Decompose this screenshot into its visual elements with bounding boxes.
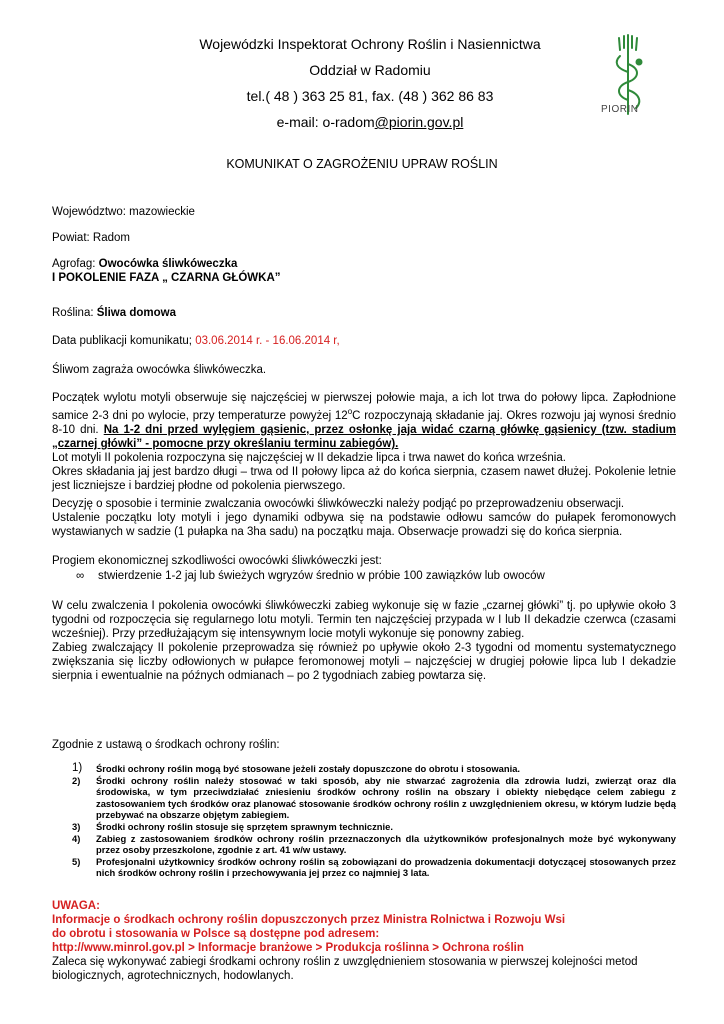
threshold-bullet — [76, 569, 676, 583]
degree-sup: o — [347, 407, 353, 416]
date-value: 03.06.2014 r. - 16.06.2014 r, — [195, 335, 340, 347]
p2-text-c: Lot motyli II pokolenia rozpoczyna się najczęściej w II dekadzie lipca i trwa nawet do końca września. — [52, 451, 566, 464]
county: Powiat: Radom — [52, 232, 130, 244]
paragraph-decision — [52, 497, 676, 539]
law-intro: Zgodnie z ustawą o środkach ochrony roślin: — [52, 739, 280, 751]
paragraph-first-generation: W celu zwalczenia I pokolenia owocówki śliwkóweczki zabieg wykonuje się w fazie „czarnej główki” tj. po upływie około 3 tygodni od rozpoczęcia się regularnego lotu motyli. Termin ten najczęściej przypada w I lub II dekadzie czerwca (czasami wcześniej). Przy przedłużającym się intensywnym locie motyli wykonuje się ponowny zabieg. — [52, 600, 676, 640]
pest-phase: I POKOLENIE FAZA „ CZARNA GŁÓWKA” — [52, 272, 281, 284]
paragraph-second-generation: Zabieg zwalczający II pokolenie przeprowadza się również po upływie około 2-3 tygodni od momentu systematycznego zwiększania się liczby odłowionych w pułapce feromonowej motyli – najczęściej w drugiej połowie lipca lub I dekadzie sierpnia i ewentualnie na późnych odmianach – po 2 tygodniach zabieg powtarza się. — [52, 642, 676, 682]
notice-line-1: Informacje o środkach ochrony roślin dopuszczonych przez Ministra Rolnictwa i Rozwoju Wsi — [52, 914, 566, 926]
header-email — [120, 114, 620, 130]
email-link[interactable]: @piorin.gov.pl — [374, 114, 464, 130]
recommendation-footer: Zaleca się wykonywać zabiegi środkami ochrony roślin z uwzględnieniem stosowania w pierwszej kolejności metod biologicznych, agrotechnicznych, hodowlanych. — [52, 956, 638, 982]
page-title: KOMUNIKAT O ZAGROŻENIU UPRAW ROŚLIN — [226, 157, 498, 171]
p2-text-b: C rozpoczynają składanie jaj. Okres rozwoju jaj wynosi średnio 8-10 dni. — [52, 409, 676, 436]
p2-text-a: Początek wylotu motyli obserwuje się najczęściej w pierwszej połowie maja, a ich lot trwa do połowy lipca. Zapłodnione samice 2-3 dni po wylocie, przy temperaturze powyżej 12 — [52, 392, 676, 422]
date-label: Data publikacji komunikatu; — [52, 335, 196, 347]
logo-label: PIORIN — [601, 104, 639, 115]
ministry-link[interactable]: http://www.minrol.gov.pl > Informacje branżowe > Produkcja roślinna > Ochrona roślin — [52, 942, 524, 954]
p2-text-d: Okres składania jaj jest bardzo długi – trwa od II połowy lipca aż do końca sierpnia, czasem nawet dłużej. Pokolenie letnie jest liczniejsze i bardziej płodne od pokolenia pierwszego. — [52, 465, 676, 492]
p2-highlight: Na 1-2 dni przed wylęgiem gąsienic, przez osłonkę jaja widać czarną główkę gąsienicy (tzw. stadium „czarnej główki” - pomocne przy określaniu terminu zabiegów). — [52, 423, 677, 450]
paragraph-development — [52, 391, 676, 493]
intro-sentence: Śliwom zagraża owocówka śliwkóweczka. — [52, 364, 267, 376]
header-branch: Oddział w Radomiu — [309, 62, 431, 78]
list-item: 1) Środki ochrony roślin mogą być stosowane jeżeli zostały dopuszczone do obrotu i stosowania. — [72, 762, 521, 774]
pest-line — [52, 257, 676, 285]
notice-heading: UWAGA: — [52, 900, 100, 912]
pest-value: Owocówka śliwkóweczka — [98, 258, 238, 270]
list-item: 2) Środki ochrony roślin należy stosować w taki sposób, aby nie stwarzać zagrożenia dla zdrowia ludzi, zwierząt oraz dla środowiska, w tym przeciwdziałać zniesieniu środków ochrony roślin na obszary i obiekty niebędące celem zabiegu z zastosowaniem tych środków oraz planować stosowanie środków ochrony roślin z uwzględnieniem okresu, w którym ludzie będą przebywać na obszarze objętym zabiegiem. — [72, 774, 676, 821]
list-item: 5) Profesjonalni użytkownicy środków ochrony roślin są zobowiązani do prowadzenia dokumentacji dotyczącej stosowanych przez nich środków ochrony roślin i przechowywania jej przez co najmniej 3 lata. — [72, 855, 676, 879]
p3-text-b: Ustalenie początku loty motyli i jego dynamiki odbywa się na podstawie odłowu samców do pułapek feromonowych wystawianych w sadzie (1 pułapka na 3ha sadu) na początku maja. Obserwacje prowadzi się do końca sierpnia. — [52, 512, 676, 538]
list-item: 4) Zabieg z zastosowaniem środków ochrony roślin przeznaczonych dla użytkowników profesjonalnych może być wykonywany przez osoby przeszkolone, zgodnie z art. 41 w/w ustawy. — [72, 832, 676, 856]
publication-date — [52, 334, 676, 348]
list-item: 3) Środki ochrony roślin stosuje się sprzętem sprawnym technicznie. — [72, 820, 393, 832]
plant-value: Śliwa domowa — [96, 307, 176, 319]
bullet-text: stwierdzenie 1-2 jaj lub świeżych wgryzów średnio w próbie 100 zawiązków lub owoców — [98, 570, 545, 582]
voivodeship: Województwo: mazowieckie — [52, 206, 195, 218]
header-phone: tel.( 48 ) 363 25 81, fax. (48 ) 362 86 83 — [246, 88, 494, 104]
email-prefix: e-mail: o-radom — [276, 114, 375, 130]
infinity-bullet-icon: ∞ — [76, 570, 85, 582]
pest-label: Agrofag: — [52, 258, 99, 270]
plant-line — [52, 306, 676, 320]
header-institution: Wojewódzki Inspektorat Ochrony Roślin i Nasiennictwa — [199, 36, 541, 52]
notice-line-2: do obrotu i stosowania w Polsce są dostępne pod adresem: — [52, 928, 380, 940]
plant-label: Roślina: — [52, 307, 97, 319]
rules-list — [72, 763, 676, 879]
threshold-intro: Progiem ekonomicznej szkodliwości owocówki śliwkóweczki jest: — [52, 555, 382, 567]
p3-text-a: Decyzję o sposobie i terminie zwalczania owocówki śliwkóweczki należy podjąć po przeprowadzeniu obserwacji. — [52, 498, 625, 510]
